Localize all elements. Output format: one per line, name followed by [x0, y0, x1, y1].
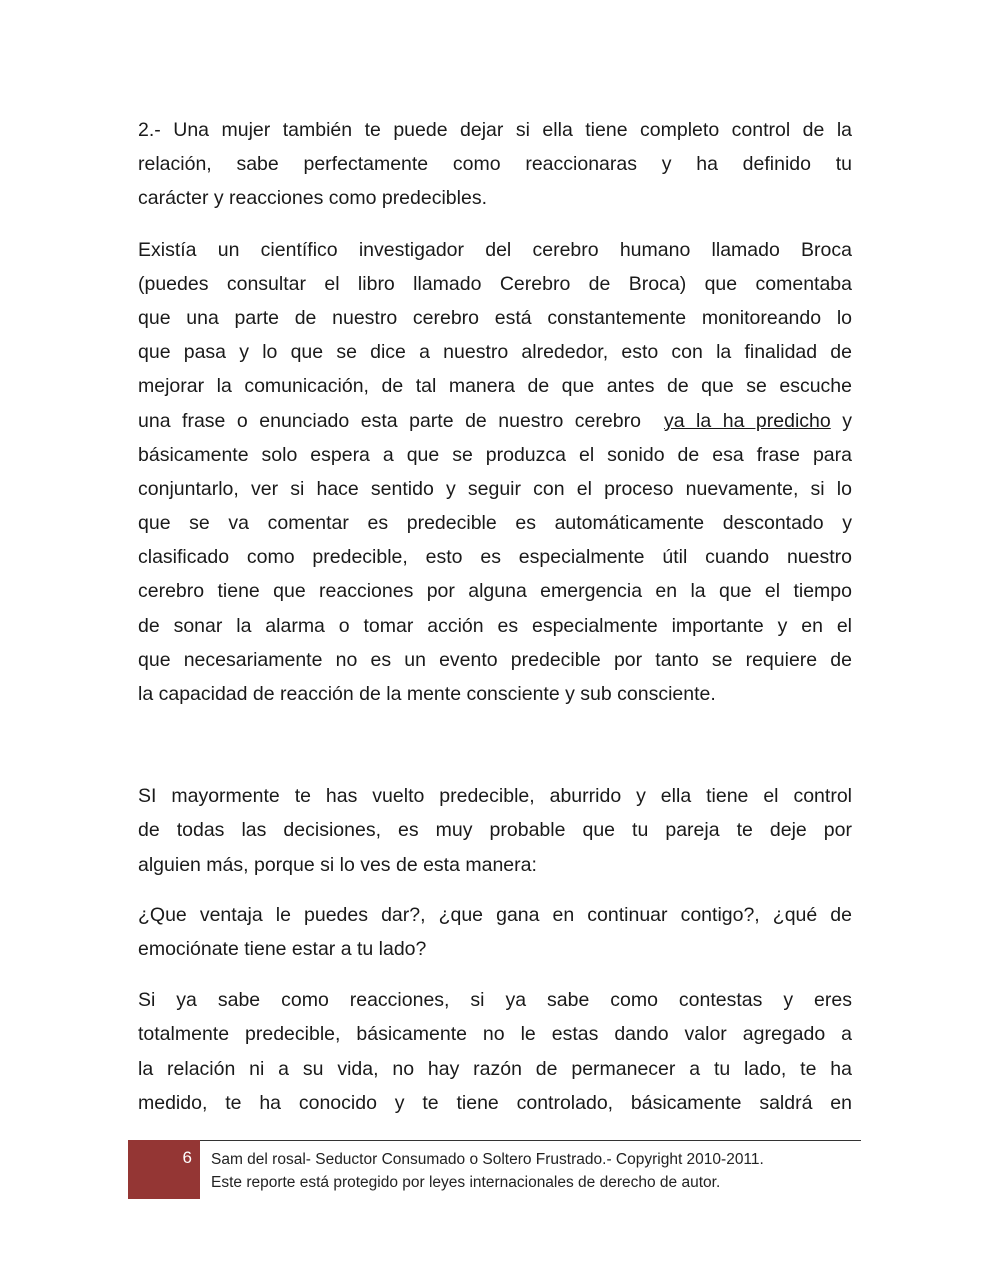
text-line: que se va comentar es predecible es automáticamente descontado y	[138, 512, 852, 535]
text-line: carácter y reacciones como predecibles.	[138, 187, 487, 210]
text-line: de sonar la alarma o tomar acción es especialmente importante y en el	[138, 614, 852, 637]
paragraph	[138, 983, 852, 1120]
text-line: que pasa y lo que se dice a nuestro alrededor, esto con la finalidad de	[138, 341, 852, 364]
paragraph	[138, 233, 852, 712]
footer-text	[211, 1148, 764, 1194]
text-line: básicamente solo espera a que se produzca el sonido de esa frase para	[138, 443, 852, 466]
text-line: conjuntarlo, ver si hace sentido y seguir con el proceso nuevamente, si lo	[138, 477, 852, 500]
page-number: 6	[182, 1148, 192, 1167]
text-line: Existía un científico investigador del cerebro humano llamado Broca	[138, 238, 852, 261]
paragraph	[138, 113, 852, 216]
text-segment: una frase o enunciado esta parte de nuestro cerebro	[138, 409, 664, 432]
text-segment: y	[830, 409, 852, 432]
text-line: de todas las decisiones, es muy probable que tu pareja te deje por	[138, 819, 852, 842]
paragraph	[138, 898, 852, 966]
text-line: (puedes consultar el libro llamado Cerebro de Broca) que comentaba	[138, 272, 852, 295]
footer-divider	[200, 1140, 861, 1141]
text-line: emociónate tiene estar a tu lado?	[138, 937, 427, 960]
text-line: mejorar la comunicación, de tal manera de que antes de que se escuche	[138, 375, 852, 398]
text-line: medido, te ha conocido y te tiene controlado, básicamente saldrá en	[138, 1091, 852, 1114]
text-line: totalmente predecible, básicamente no le estas dando valor agregado a	[138, 1023, 852, 1046]
footer-copyright: Sam del rosal- Seductor Consumado o Soltero Frustrado.- Copyright 2010-2011.	[211, 1151, 764, 1168]
text-line: la relación ni a su vida, no hay razón de permanecer a tu lado, te ha	[138, 1057, 852, 1080]
text-line: cerebro tiene que reacciones por alguna emergencia en la que el tiempo	[138, 580, 852, 603]
footer-notice: Este reporte está protegido por leyes internacionales de derecho de autor.	[211, 1174, 721, 1191]
text-line: ¿Que ventaja le puedes dar?, ¿que gana en continuar contigo?, ¿qué de	[138, 903, 852, 926]
text-line: relación, sabe perfectamente como reaccionaras y ha definido tu	[138, 153, 852, 176]
text-line: Si ya sabe como reacciones, si ya sabe como contestas y eres	[138, 989, 852, 1012]
text-line: 2.- Una mujer también te puede dejar si ella tiene completo control de la	[138, 119, 852, 141]
underlined-phrase: ya la ha predicho	[663, 409, 831, 432]
text-line	[138, 404, 852, 438]
text-line: alguien más, porque si lo ves de esta manera:	[138, 853, 537, 876]
text-line: la capacidad de reacción de la mente consciente y sub consciente.	[138, 683, 716, 705]
page-number-box	[128, 1140, 200, 1199]
paragraph	[138, 779, 852, 882]
text-line: clasificado como predecible, esto es especialmente útil cuando nuestro	[138, 546, 852, 569]
text-line: SI mayormente te has vuelto predecible, aburrido y ella tiene el control	[138, 785, 852, 808]
text-line: que necesariamente no es un evento predecible por tanto se requiere de	[138, 648, 852, 671]
document-body	[138, 113, 852, 1120]
text-line: que una parte de nuestro cerebro está constantemente monitoreando lo	[138, 306, 852, 329]
